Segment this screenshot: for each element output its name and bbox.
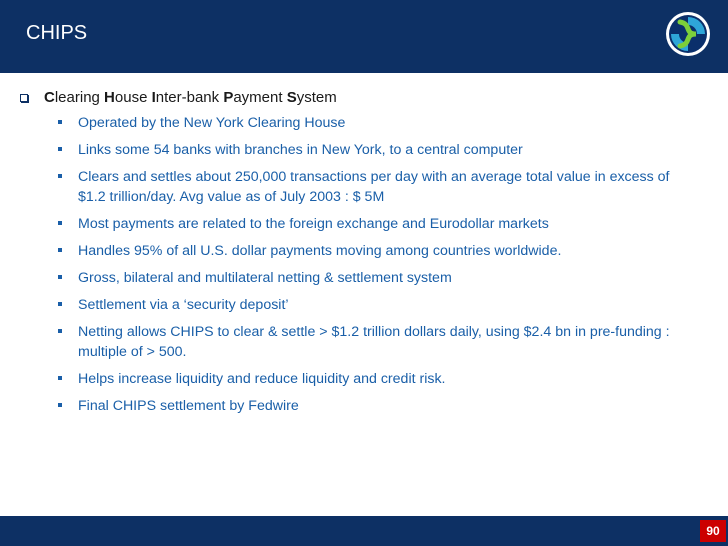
list-item: Gross, bilateral and multilateral netting & settlement system (56, 268, 696, 288)
list-item: Handles 95% of all U.S. dollar payments moving among countries worldwide. (56, 241, 696, 261)
title-bar (0, 0, 728, 73)
small-square-bullet-icon (58, 248, 62, 252)
list-item: Operated by the New York Clearing House (56, 113, 696, 133)
small-square-bullet-icon (58, 403, 62, 407)
slide-content (0, 73, 728, 516)
small-square-bullet-icon (58, 275, 62, 279)
list-item: Settlement via a ‘security deposit’ (56, 295, 696, 315)
footer-bar (0, 516, 728, 546)
small-square-bullet-icon (58, 174, 62, 178)
small-square-bullet-icon (58, 147, 62, 151)
list-item: Clears and settles about 250,000 transactions per day with an average total value in excess of $1.2 trillion/day. Avg value as of July 2003 : $ 5M (56, 167, 696, 207)
slide-title: CHIPS (26, 22, 88, 44)
list-item: Helps increase liquidity and reduce liquidity and credit risk. (56, 369, 696, 389)
small-square-bullet-icon (58, 221, 62, 225)
small-square-bullet-icon (58, 120, 62, 124)
sub-bullet-list (56, 113, 696, 423)
chips-logo-icon (664, 10, 712, 58)
small-square-bullet-icon (58, 376, 62, 380)
main-point-text: Clearing House Inter-bank Payment System (44, 89, 337, 106)
list-item: Links some 54 banks with branches in New York, to a central computer (56, 140, 696, 160)
list-item: Netting allows CHIPS to clear & settle > $1.2 trillion dollars daily, using $2.4 bn in pre-funding : multiple of > 500. (56, 322, 696, 362)
small-square-bullet-icon (58, 302, 62, 306)
list-item: Final CHIPS settlement by Fedwire (56, 396, 696, 416)
main-point (20, 89, 337, 106)
page-number-badge: 90 (700, 520, 726, 542)
list-item: Most payments are related to the foreign exchange and Eurodollar markets (56, 214, 696, 234)
small-square-bullet-icon (58, 329, 62, 333)
square-bullet-icon (20, 94, 28, 102)
